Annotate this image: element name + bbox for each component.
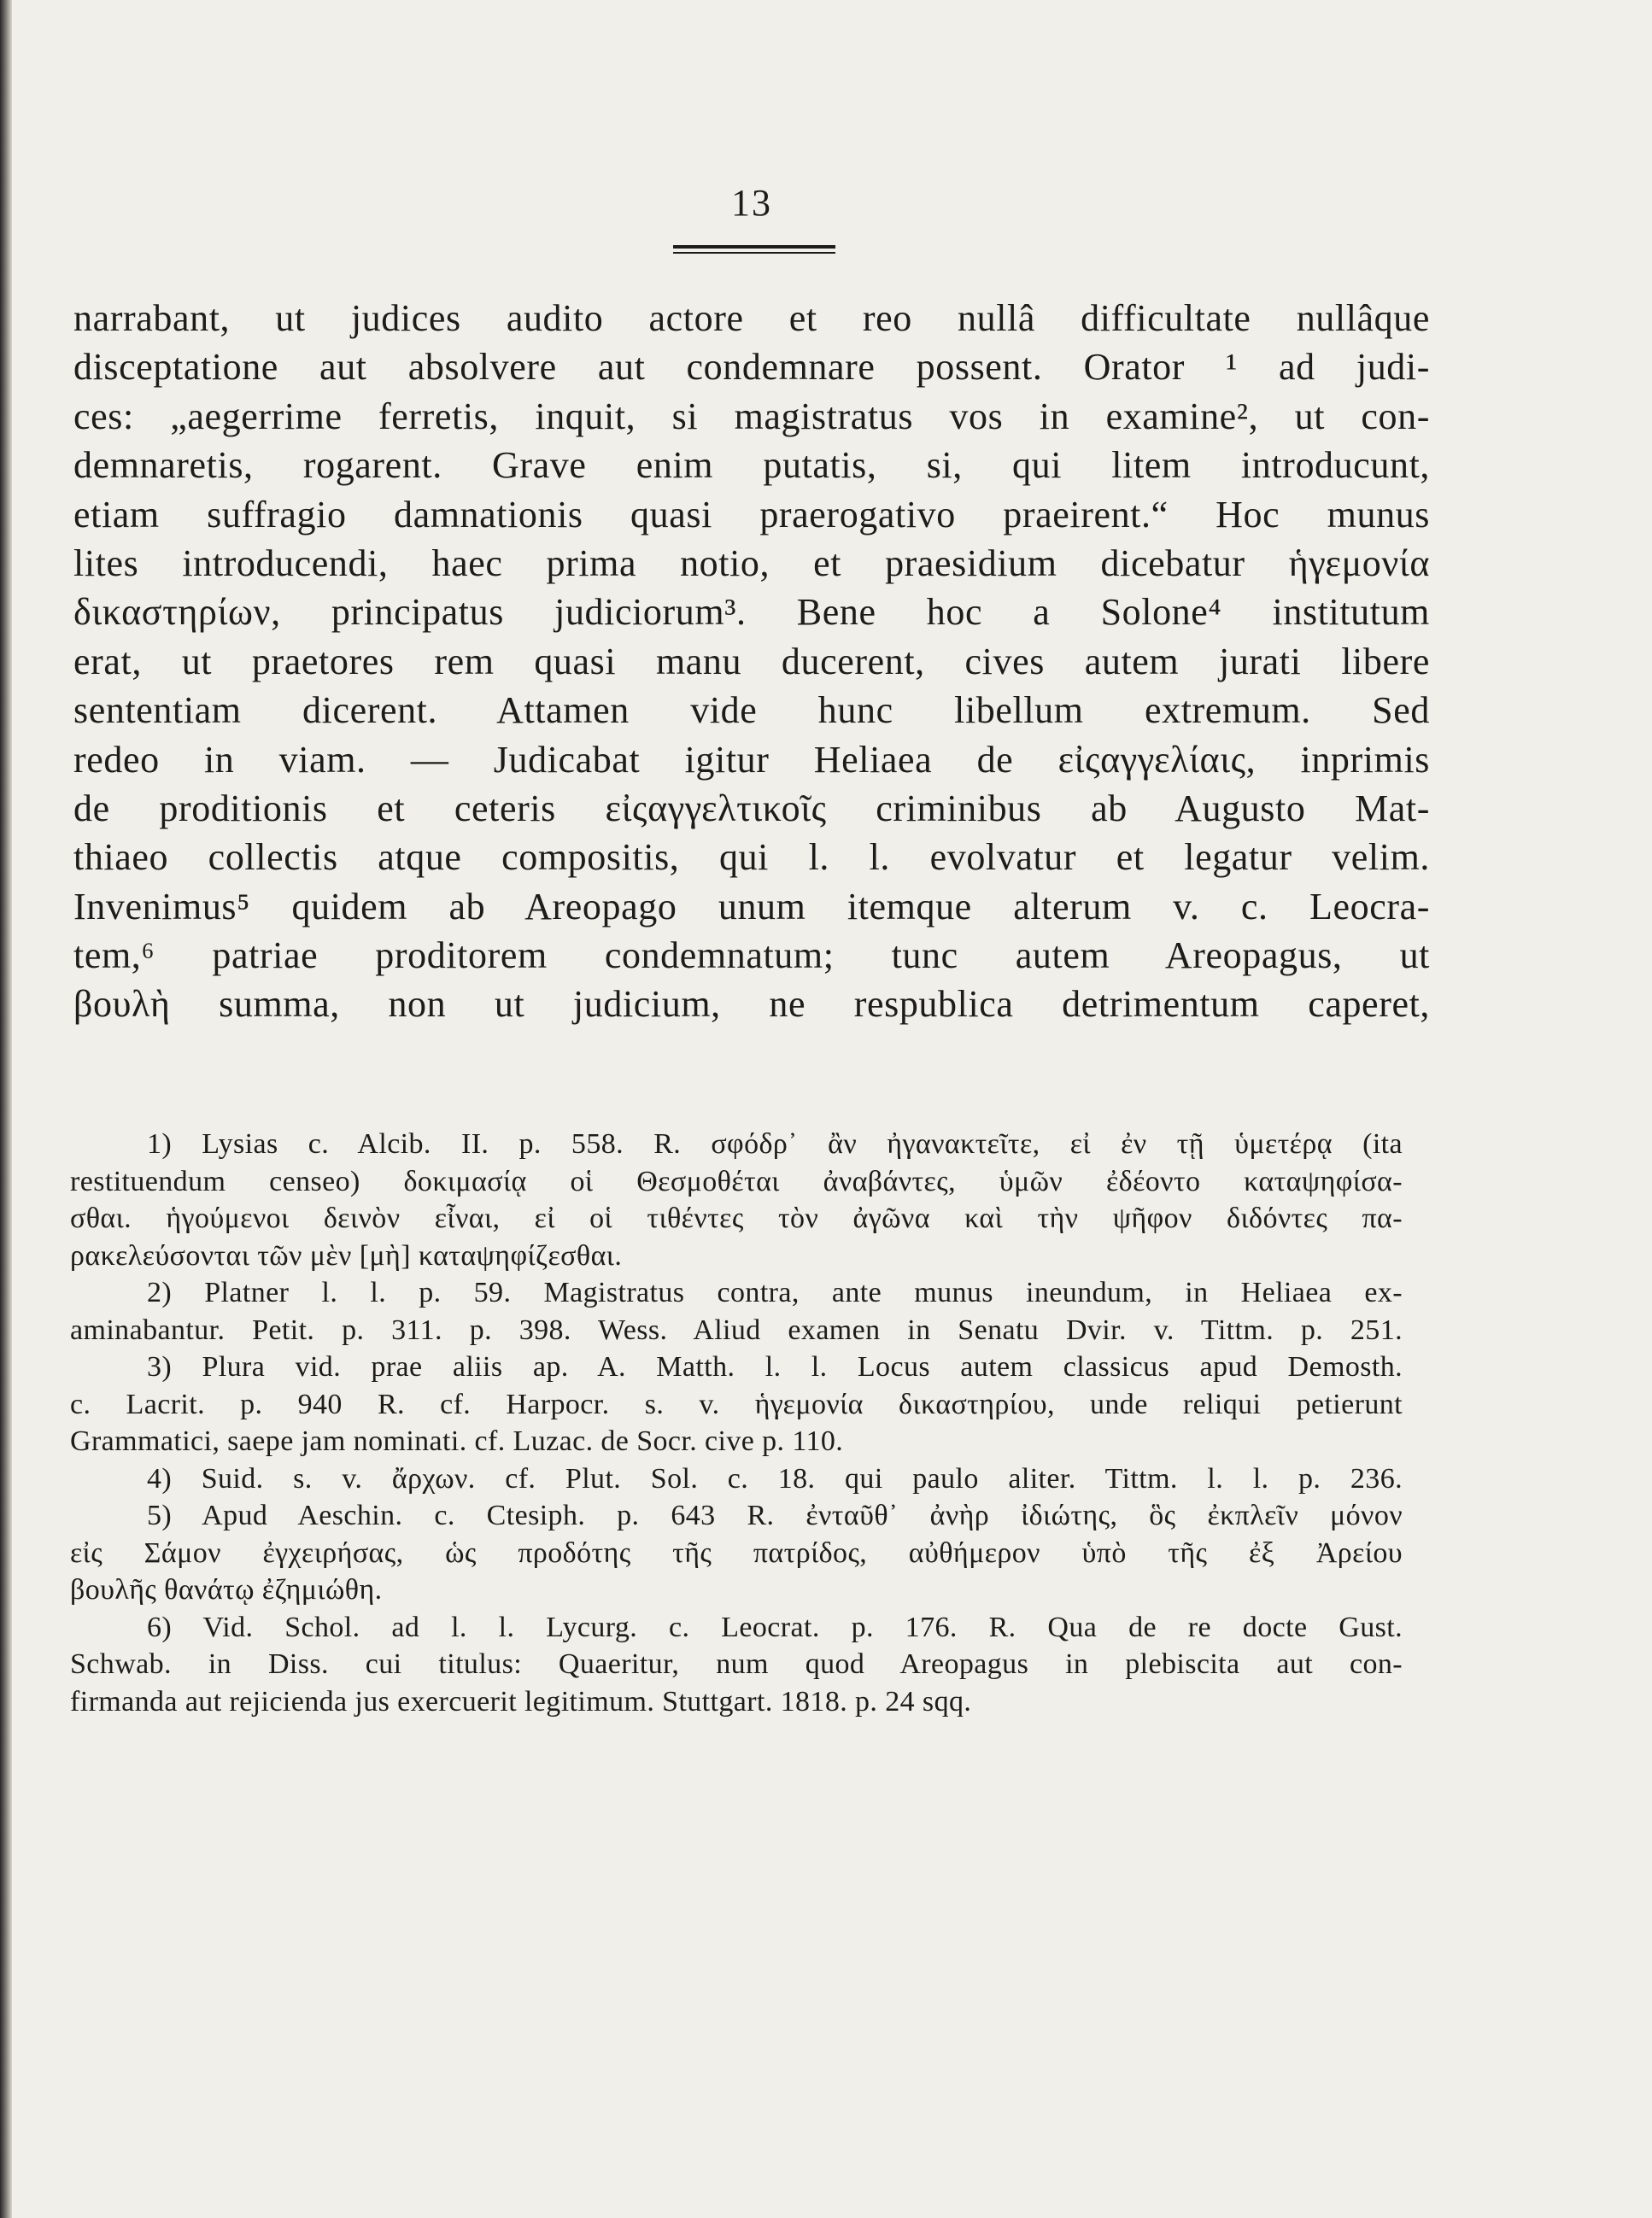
body-line: erat, ut praetores rem quasi manu ducerent, cives autem jurati libere (73, 640, 1430, 682)
body-line: lites introducendi, haec prima notio, et praesidium dicebatur ἡγεμονία (73, 541, 1430, 584)
footnote-line: 5) Apud Aeschin. c. Ctesiph. p. 643 R. ἐνταῦθ᾽ ἀνὴρ ἰδιώτης, ὃς ἐκπλεῖν μόνον (147, 1500, 1403, 1531)
footnote-line: 1) Lysias c. Alcib. II. p. 558. R. σφόδρ᾽ ἂν ἠγανακτεῖτε, εἰ ἐν τῇ ὑμετέρᾳ (ita (147, 1128, 1403, 1160)
footnote-line: βουλῆς θανάτῳ ἐζημιώθη. (70, 1574, 383, 1606)
footnote-line: 4) Suid. s. v. ἄρχων. cf. Plut. Sol. c. 18. qui paulo aliter. Tittm. l. l. p. 236. (147, 1462, 1403, 1495)
main-text (73, 294, 1430, 1029)
body-line: thiaeo collectis atque compositis, qui l. l. evolvatur et legatur velim. (73, 836, 1430, 879)
header-rule-thick (673, 245, 835, 249)
body-line: δικαστηρίων, principatus judiciorum³. Bene hoc a Solone⁴ institutum (73, 591, 1430, 634)
footnote-line: aminabantur. Petit. p. 311. p. 398. Wess. Aliud examen in Senatu Dvir. v. Tittm. p. 251. (70, 1314, 1403, 1346)
footnote-line: εἰς Σάμον ἐγχειρήσας, ὡς προδότης τῆς πατρίδος, αὐθήμερον ὑπὸ τῆς ἐξ Ἀρείου (70, 1536, 1403, 1569)
body-line: redeo in viam. — Judicabat igitur Heliaea de εἰςαγγελίαις, inprimis (73, 738, 1430, 781)
body-line: disceptatione aut absolvere aut condemnare possent. Orator ¹ ad judi- (73, 346, 1430, 389)
body-line: βουλὴ summa, non ut judicium, ne respublica detrimentum caperet, (73, 983, 1430, 1026)
footnote-line: 2) Platner l. l. p. 59. Magistratus contra, ante munus ineundum, in Heliaea ex- (147, 1277, 1403, 1308)
body-line: Invenimus⁵ quidem ab Areopago unum itemque alterum v. c. Leocra- (73, 885, 1430, 928)
body-line: de proditionis et ceteris εἰςαγγελτικοῖς criminibus ab Augusto Mat- (73, 787, 1430, 829)
body-line: tem,⁶ patriae proditorem condemnatum; tunc autem Areopagus, ut (73, 934, 1430, 977)
body-line: demnaretis, rogarent. Grave enim putatis, si, qui litem introducunt, (73, 444, 1430, 487)
footnote-line: 6) Vid. Schol. ad l. l. Lycurg. c. Leocrat. p. 176. R. Qua de re docte Gust. (147, 1611, 1403, 1643)
footnote-line: Grammatici, saepe jam nominati. cf. Luzac. de Socr. cive p. 110. (70, 1425, 844, 1457)
footnote-line: Schwab. in Diss. cui titulus: Quaeritur, num quod Areopagus in plebiscita aut con- (70, 1648, 1403, 1680)
footnote-line: firmanda aut rejicienda jus exercuerit legitimum. Stuttgart. 1818. p. 24 sqq. (70, 1685, 972, 1718)
footnotes (70, 1126, 1403, 1720)
body-line: sententiam dicerent. Attamen vide hunc libellum extremum. Sed (73, 689, 1430, 732)
footnote-line: 3) Plura vid. prae aliis ap. A. Matth. l. l. Locus autem classicus apud Demosth. (147, 1351, 1403, 1383)
page-number: 13 (731, 182, 772, 224)
body-line: ces: „aegerrime ferretis, inquit, si magistratus vos in examine², ut con- (73, 395, 1430, 437)
header-rule-thin (673, 252, 835, 254)
body-line: narrabant, ut judices audito actore et reo nullâ difficultate nullâque (73, 297, 1430, 339)
body-line: etiam suffragio damnationis quasi praerogativo praeirent.“ Hoc munus (73, 493, 1430, 535)
footnote-line: c. Lacrit. p. 940 R. cf. Harpocr. s. v. ἡγεμονία δικαστηρίου, unde reliqui petierunt (70, 1388, 1403, 1420)
footnote-line: restituendum censeo) δοκιμασίᾳ οἱ Θεσμοθέται ἀναβάντες, ὑμῶν ἐδέοντο καταψηφίσα- (70, 1165, 1403, 1197)
page-binding-edge (0, 0, 12, 2218)
footnote-line: σθαι. ἡγούμενοι δεινὸν εἶναι, εἰ οἱ τιθέντες τὸν ἀγῶνα καὶ τὴν ψῆφον διδόντες πα- (70, 1203, 1403, 1234)
footnote-line: ρακελεύσονται τῶν μὲν [μὴ] καταψηφίζεσθαι. (70, 1239, 623, 1272)
